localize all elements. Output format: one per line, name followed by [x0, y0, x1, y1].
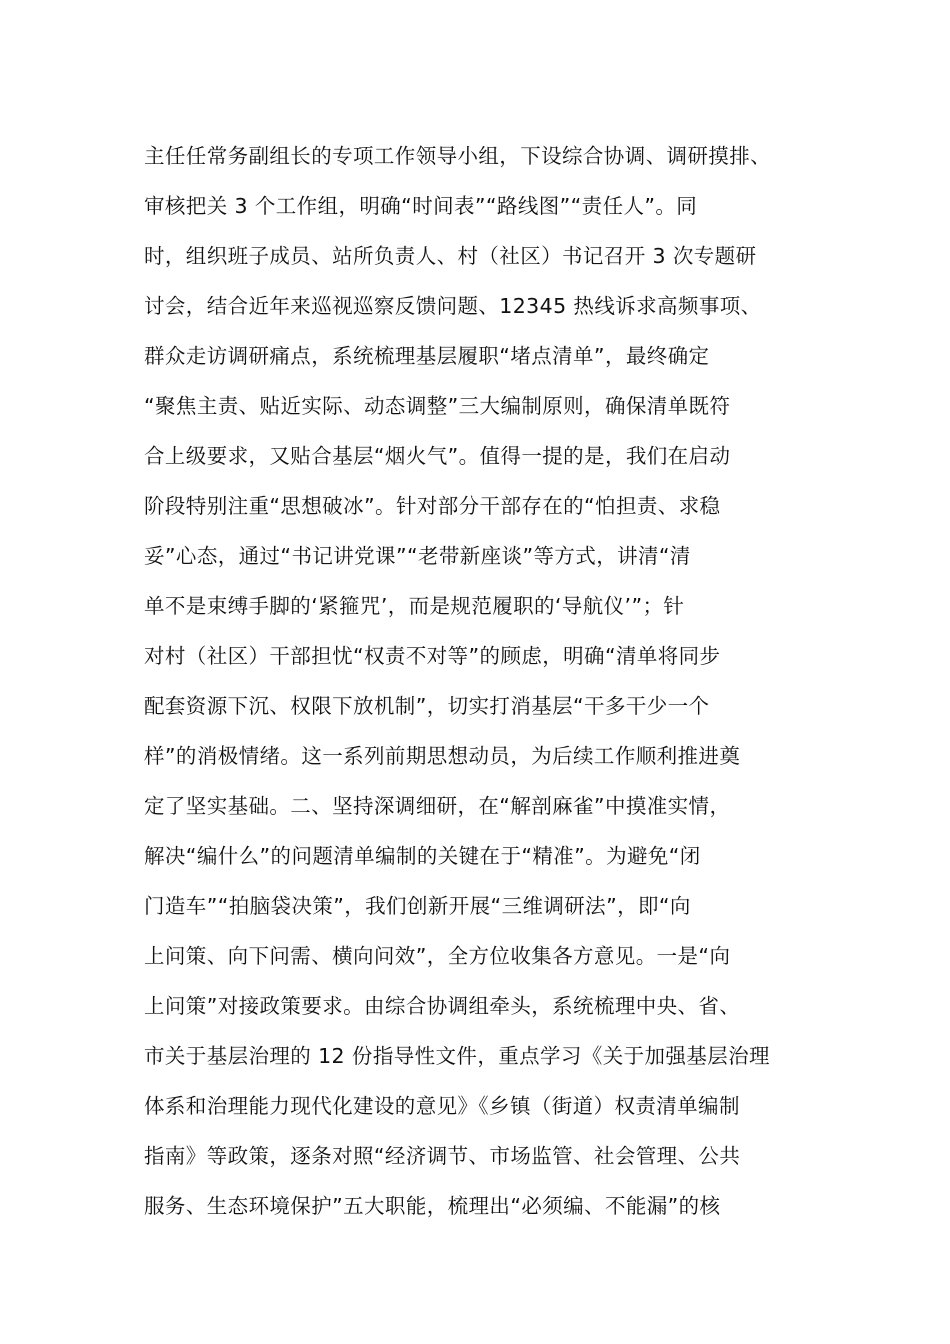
text-line: 主任任常务副组长的专项工作领导小组，下设综合协调、调研摸排、 — [144, 144, 771, 168]
body-text — [144, 131, 814, 1231]
text-line: 上问策、向下问需、横向问效”，全方位收集各方意见。一是“向 — [144, 944, 731, 968]
text-line: 时，组织班子成员、站所负责人、村（社区）书记召开 3 次专题研 — [144, 244, 757, 268]
text-line: 市关于基层治理的 12 份指导性文件，重点学习《关于加强基层治理 — [144, 1044, 770, 1068]
text-line: 审核把关 3 个工作组，明确“时间表”“路线图”“责任人”。同 — [144, 194, 698, 218]
text-line: 对村（社区）干部担忧“权责不对等”的顾虑，明确“清单将同步 — [144, 644, 721, 668]
text-line: 服务、生态环境保护”五大职能，梳理出“必须编、不能漏”的核 — [144, 1194, 721, 1218]
text-line: 门造车”“拍脑袋决策”，我们创新开展“三维调研法”，即“向 — [144, 894, 691, 918]
text-line: 上问策”对接政策要求。由综合协调组牵头，系统梳理中央、省、 — [144, 994, 741, 1018]
text-line: 样”的消极情绪。这一系列前期思想动员，为后续工作顺利推进奠 — [144, 744, 741, 768]
text-line: “聚焦主责、贴近实际、动态调整”三大编制原则，确保清单既符 — [144, 394, 731, 418]
text-line: 定了坚实基础。二、坚持深调细研，在“解剖麻雀”中摸准实情， — [144, 794, 731, 818]
text-line: 群众走访调研痛点，系统梳理基层履职“堵点清单”，最终确定 — [144, 344, 710, 368]
text-line: 指南》等政策，逐条对照“经济调节、市场监管、社会管理、公共 — [144, 1144, 741, 1168]
text-line: 单不是束缚手脚的‘紧箍咒’，而是规范履职的‘导航仪’”；针 — [144, 594, 685, 618]
text-line: 体系和治理能力现代化建设的意见》《乡镇（街道）权责清单编制 — [144, 1094, 740, 1118]
text-line: 讨会，结合近年来巡视巡察反馈问题、12345 热线诉求高频事项、 — [144, 294, 762, 318]
text-line: 阶段特别注重“思想破冰”。针对部分干部存在的“怕担责、求稳 — [144, 494, 721, 518]
text-line: 合上级要求，又贴合基层“烟火气”。值得一提的是，我们在启动 — [144, 444, 731, 468]
text-line: 配套资源下沉、权限下放机制”，切实打消基层“干多干少一个 — [144, 694, 710, 718]
text-line: 妥”心态，通过“书记讲党课”“老带新座谈”等方式，讲清“清 — [144, 544, 691, 568]
text-line: 解决“编什么”的问题清单编制的关键在于“精准”。为避免“闭 — [144, 844, 701, 868]
